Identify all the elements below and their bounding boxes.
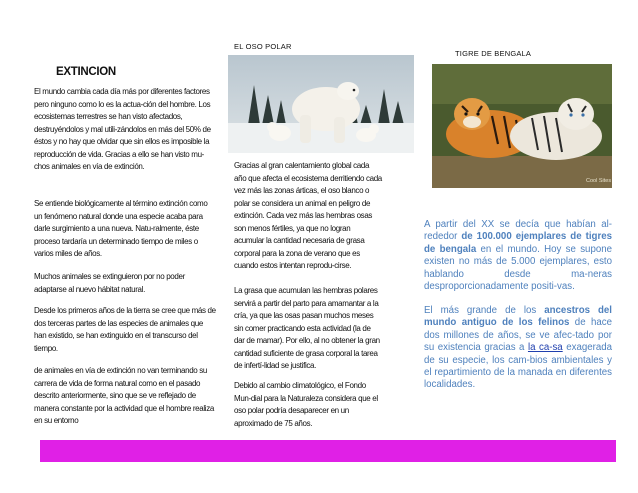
tiger-caption: TIGRE DE BENGALA [455, 49, 532, 58]
tiger-p1-text-b: en el mundo. Hoy se supone existen no más de 5.000 ejemplares, esto hablando desde ma-neras desproporcionadamente positi-vas. [424, 243, 612, 293]
left-paragraph-2: Se entiende biológicamente al término extinción como un fenómeno natural donde una especie acaba para darle surgimiento a una nueva. Natu-ralmente, éste proceso tardaría un determinado tiempo de miles o varios miles de años. [34, 199, 208, 258]
photo-credit: Cool Sites [586, 178, 612, 184]
middle-paragraph-3: Debido al cambio climatológico, el Fondo Mun-dial para la Naturaleza considera que el oso polar podría desaparecer en un aproximado de 75 años. [234, 381, 378, 428]
left-paragraph-4: Desde los primeros años de la tierra se cree que más de dos terceras partes de las especies de animales que han existido, se han extinguido en el transcurso del tiempo. [34, 306, 216, 353]
tiger-p2-text-a: El más grande de los [424, 305, 545, 316]
bengal-tiger-photo [432, 64, 612, 188]
tiger-paragraph-1 [424, 219, 612, 293]
section-heading-extincion: EXTINCION [56, 66, 116, 78]
polar-bear-caption: EL OSO POLAR [234, 42, 292, 51]
tiger-paragraph-2 [424, 305, 612, 392]
hunting-link[interactable]: la ca-sa [527, 342, 563, 354]
magenta-footer-bar [40, 440, 616, 462]
middle-paragraph-1: Gracias al gran calentamiento global cada año que afecta el ecosistema derritiendo cada vez más las zonas árticas, el oso blanco o polar se considera un animal en peligro de extinción. Cada vez más las hembras osas son menos fértiles, ya que no logran acumular la cantidad necesaria de grasa corporal para la zona de verano que es cuando estos intentan reprodu-cirse. [234, 161, 382, 270]
polar-bear-photo [228, 55, 414, 153]
tiger-p1-text-a: A partir del XX se decía que habían al-rededor [424, 219, 612, 243]
left-paragraph-3: Muchos animales se extinguieron por no poder adaptarse al nuevo hábitat natural. [34, 272, 185, 294]
left-paragraph-1: El mundo cambia cada día más por diferentes factores pero ninguno como lo es la actua-ción del hombre. Los ecosistemas terrestres se han visto afectados, destruyéndolos y mal utili-zándolos en más del 50% de éstos y no hay que olvidar que sin ellos es imposible la reproducción de vida. Gracias a ello se han visto mu-chos animales en vía de extinción. [34, 87, 211, 171]
tiger-p2-text-c: exagerada de su especie, los cam-bios ambientales y el repartimiento de la manada en diferentes localidades. [424, 342, 612, 391]
tiger-p1-bold: de 100.000 ejemplares de tigres de bengala [424, 231, 612, 255]
middle-paragraph-2: La grasa que acumulan las hembras polares servirá a partir del parto para amamantar a la cría, ya que las osas pasan muchos meses sin comer practicando esta actividad (la de dar de mamar). Por ello, al no obtener la gran cantidad suficiente de grasa corporal la tarea de infertí-lidad se justifica. [234, 286, 380, 370]
left-paragraph-5: de animales en vía de extinción no van terminando su carrera de vida de forma natural como en el pasado descrito anteriormente, sino que se ve reflejado de manera constante por la actividad que el hombre realiza en su entorno [34, 366, 214, 425]
tiger-p2-text-b: de hace dos millones de años, se ve afec-tado por su existencia gracias a [424, 317, 612, 354]
tiger-p2-bold: ancestros del mundo antiguo de los felinos [424, 305, 612, 329]
